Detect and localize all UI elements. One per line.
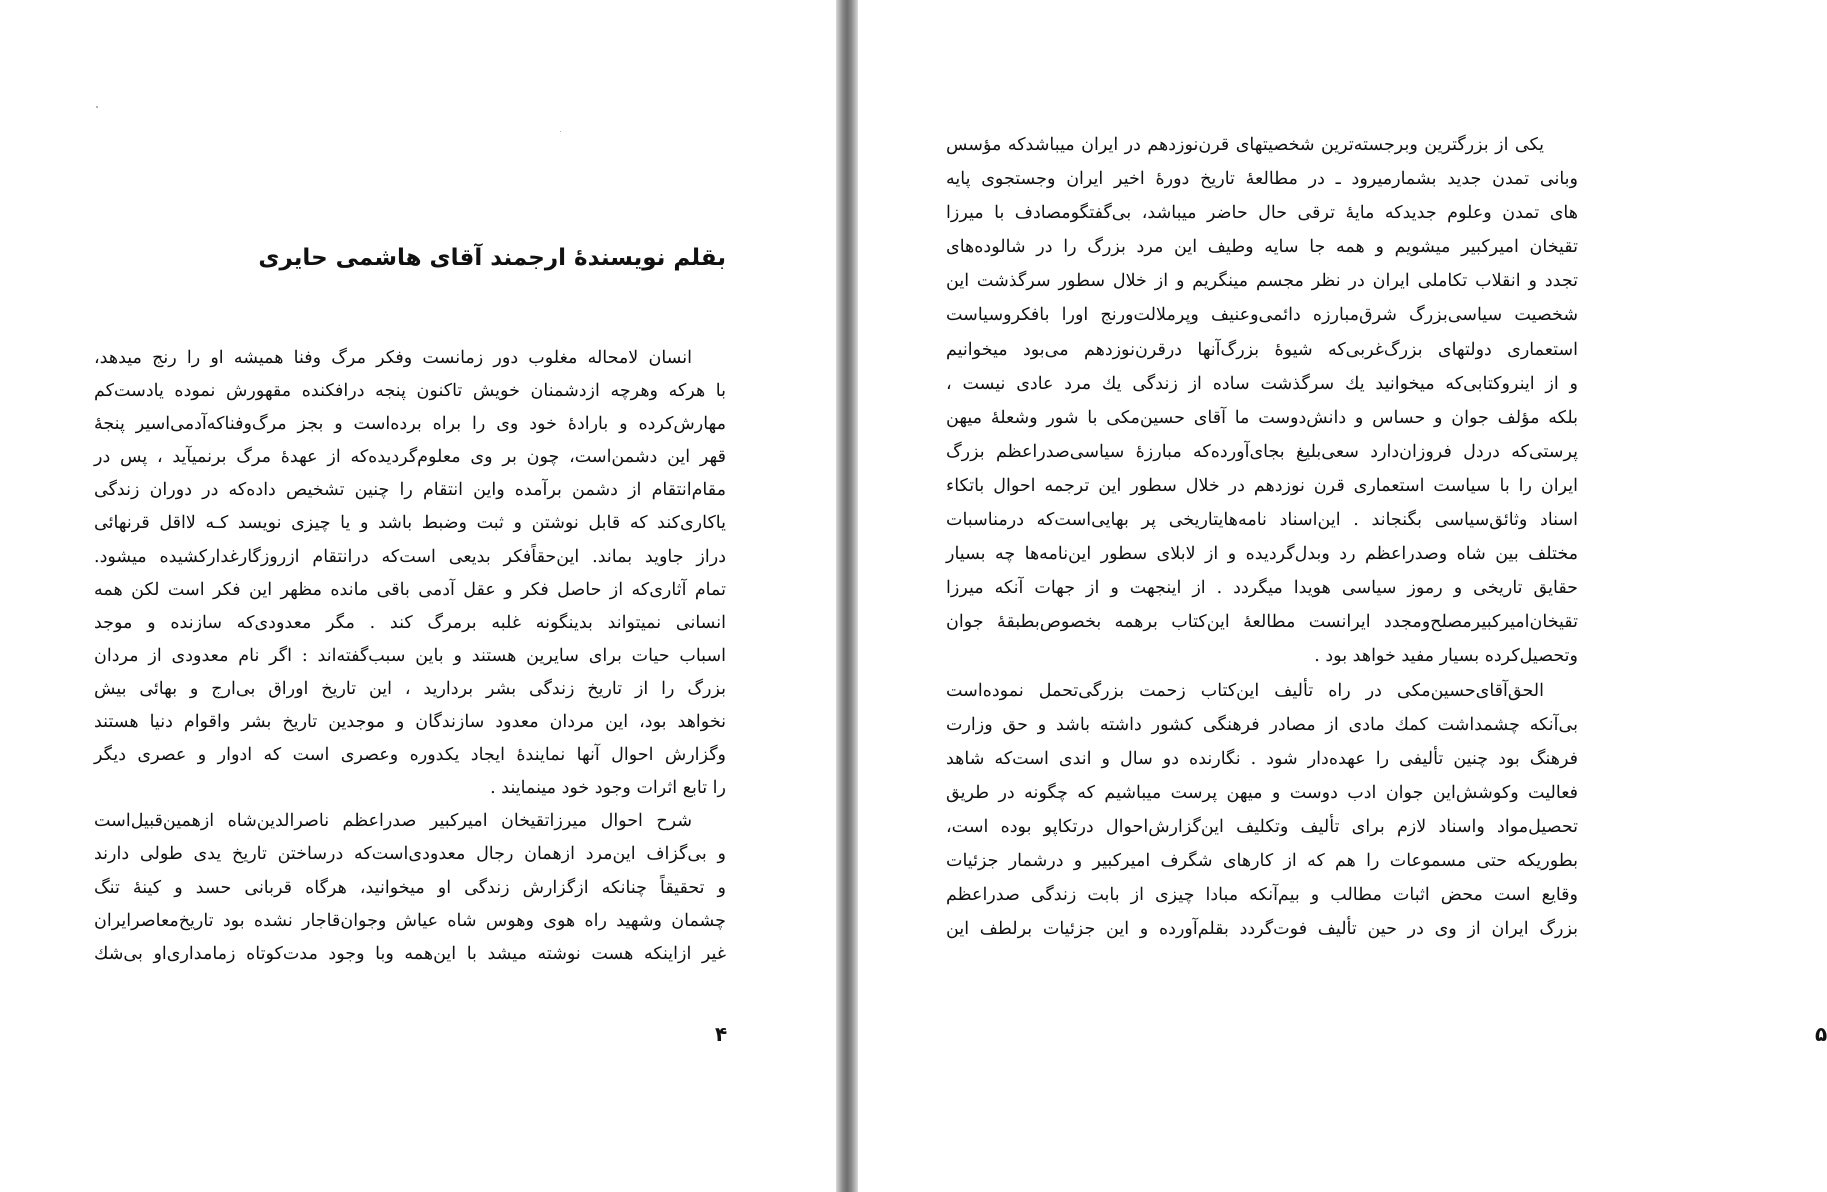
- text-line: ایران را با سیاست استعماری قرن نوزدهم در خلال سطور این ترجمه احوال باتکاء: [946, 475, 1578, 496]
- text-line: پرستی‌که دردل فروزان‌دارد سعی‌بلیغ بجای‌آورده‌که مبارزهٔ سیاسی‌صدراعظم بزرگ: [946, 441, 1578, 462]
- text-line: فرهنگ بود چنین تألیفی را عهده‌دار شود . نگارنده دو سال و اندی است‌که شاهد: [946, 748, 1578, 769]
- text-line: تقیخان امیرکبیر میشویم و همه جا سایه وطیف این مرد بزرگ را در شالوده‌های: [946, 237, 1578, 258]
- text-line: وبانی تمدن جدید بشمارمیرود ـ در مطالعهٔ تاریخ دورهٔ اخیر ایران وجستجوی پایه: [946, 169, 1578, 190]
- text-line: تجدد و انقلاب تکاملی ایران در نظر مجسم مینگریم و از خلال سطور سرگذشت این: [946, 271, 1578, 292]
- text-line: الحق‌آقای‌حسین‌مکی در راه تألیف این‌کتاب زحمت بزرگی‌تحمل نموده‌است: [946, 680, 1544, 701]
- text-line: تمام آثاری‌که از حاصل فکر و عقل آدمی باقی مانده مظهر این فکر است لکن همه: [94, 579, 726, 600]
- text-line: را تابع اثرات وجود خود مینمایند .: [490, 778, 726, 799]
- text-line: بطوریکه حتی مسموعات را هم که از کارهای شگرف امیرکبیر و درشمار جزئیات: [946, 850, 1578, 871]
- text-line: اسباب حیات برای سایرین هستند و باین سبب‌گفته‌اند : اگر نام معدودی از مردان: [94, 645, 726, 666]
- text-line: چشمان وشهید راه هوی وهوس شاه عیاش وجوان‌قاجار نشده بود تاریخ‌معاصرایران: [94, 910, 726, 931]
- page-number: ۴: [715, 1022, 728, 1046]
- text-line: غیر ازاینکه هست نوشته میشد با این‌همه وبا وجود مدت‌کوتاه زمامداری‌او بی‌شك: [94, 943, 726, 964]
- text-line: وتحصیل‌کرده بسیار مفید خواهد بود .: [1314, 646, 1578, 667]
- text-line: شرح احوال میرزاتقیخان امیرکبیر صدراعظم ناصرالدین‌شاه ازهمین‌قبیل‌است: [94, 811, 692, 832]
- left-body-text: [94, 342, 726, 971]
- text-line: وگزارش احوال آنها نمایندهٔ ایجاد یکدوره وعصری است که ادوار و عصری دیگر: [94, 745, 726, 766]
- text-line: های تمدن وعلوم جدیدکه مایهٔ ترقی حال حاضر میباشد، بی‌گفتگومصادف با میرزا: [946, 203, 1578, 224]
- text-line: وقایع است محض اثبات مطالب و بیم‌آنکه مبادا چیزی از بابت زندگی صدراعظم: [946, 885, 1578, 906]
- text-line: بی‌آنکه چشمداشت کمك مادی از مصادر فرهنگی کشور داشته باشد و حق وزارت: [946, 714, 1578, 735]
- page-title: بقلم نویسندهٔ ارجمند آقای هاشمی حایری: [258, 245, 726, 271]
- text-line: یکی از بزرگترین وبرجسته‌ترین شخصیتهای قرن‌نوزدهم در ایران میباشدکه مؤسس: [946, 135, 1544, 155]
- paper-speck: [560, 131, 561, 132]
- text-line: قهر این دشمن‌است، چون بر وی معلوم‌گردیده‌که از عهدهٔ مرگ برنمیآید ، پس در: [94, 447, 726, 468]
- text-line: با هرکه وهرچه ازدشمنان خویش تاکنون پنجه درافکنده مقهورش نموده یادست‌کم: [94, 381, 726, 402]
- text-line: انسانی نمیتواند بدینگونه غلبه برمرگ کند . مگر معدودی‌که سازنده و موجد: [94, 612, 726, 633]
- right-body-text: [946, 128, 1578, 946]
- paper-speck: [96, 106, 98, 108]
- text-line: تحصیل‌مواد واسناد لازم برای تألیف وتکلیف این‌گزارش‌احوال درتکاپو بوده است،: [946, 816, 1578, 837]
- left-page: [0, 0, 836, 1192]
- text-line: دراز جاوید بماند. این‌حقاًفکر بدیعی است‌که درانتقام ازروزگارغدارکشیده میشود.: [94, 546, 726, 567]
- page-number: ۵: [1815, 1022, 1827, 1046]
- text-line: و از اینروکتابی‌که میخوانید یك سرگذشت ساده از زندگی یك مرد عادی نیست ،: [946, 373, 1578, 394]
- text-line: حقایق تاریخی و رموز سیاسی هویدا میگردد . از اینجهت و از جهات آنکه میرزا: [946, 578, 1578, 599]
- text-line: مقام‌انتقام از دشمن برآمده واین انتقام را چنین تشخیص داده‌که در دوران زندگی: [94, 480, 726, 501]
- book-gutter: [836, 0, 858, 1192]
- text-line: یاکاری‌کند که قابل نوشتن و ثبت وضبط باشد و یا چیزی نویسد کـه لااقل قرنهائی: [94, 513, 726, 534]
- text-line: و بی‌گزاف این‌مرد ازهمان رجال معدودی‌است‌که درساختن تاریخ یدی طولی دارند: [94, 844, 726, 865]
- text-line: مهارش‌کرده و بارادهٔ خود وی را براه برده‌است و بجز مرگ‌وفناکه‌آدمی‌اسیر پنجهٔ: [94, 414, 726, 435]
- text-line: و تحقیقاً چنانکه ازگزارش زندگی او میخوانید، هرگاه قربانی حسد و کینهٔ تنگ: [94, 877, 726, 898]
- text-line: اسناد وثائق‌سیاسی بگنجاند . این‌اسناد نامه‌هایتاریخی پر بهایی‌است‌که درمناسبات: [946, 510, 1578, 531]
- text-line: انسان لامحاله مغلوب دور زمانست وفکر مرگ وفنا همیشه او را رنج میدهد،: [94, 348, 692, 368]
- text-line: فعالیت وکوشش‌این جوان ادب دوست و میهن پرست میباشیم که چگونه در طریق: [946, 782, 1578, 803]
- text-line: نخواهد بود، این مردان معدود سازندگان و موجدین تاریخ بشر واقوام دنیا هستند: [94, 712, 726, 733]
- text-line: استعماری دولتهای بزرگ‌غربی‌که شیوهٔ بزرگ‌آنها درقرن‌نوزدهم می‌بود میخوانیم: [946, 339, 1578, 360]
- text-line: بزرگ را از تاریخ زندگی بشر بردارید ، این تاریخ اوراق بی‌ارج و بهائی بیش: [94, 678, 726, 699]
- text-line: مختلف بین شاه وصدراعظم رد وبدل‌گردیده و از لابلای سطور این‌نامه‌ها چه بسیار: [946, 544, 1578, 565]
- text-line: بلکه مؤلف جوان و حساس و دانش‌دوست ما آقای حسین‌مکی با شور وشعلهٔ میهن: [946, 407, 1578, 428]
- text-line: بزرگ ایران از وی در حین تألیف فوت‌گردد بقلم‌آورده و این جزئیات برلطف این: [946, 919, 1578, 940]
- text-line: شخصیت سیاسی‌بزرگ شرق‌مبارزه دائمی‌وعنیف وپرملالت‌ورنج اورا بافکروسیاست: [946, 305, 1578, 326]
- text-line: تقیخان‌امیرکبیرمصلح‌ومجدد ایرانست مطالعهٔ این‌کتاب برهمه بخصوص‌بطبقهٔ جوان: [946, 612, 1578, 633]
- right-page: [858, 0, 1827, 1192]
